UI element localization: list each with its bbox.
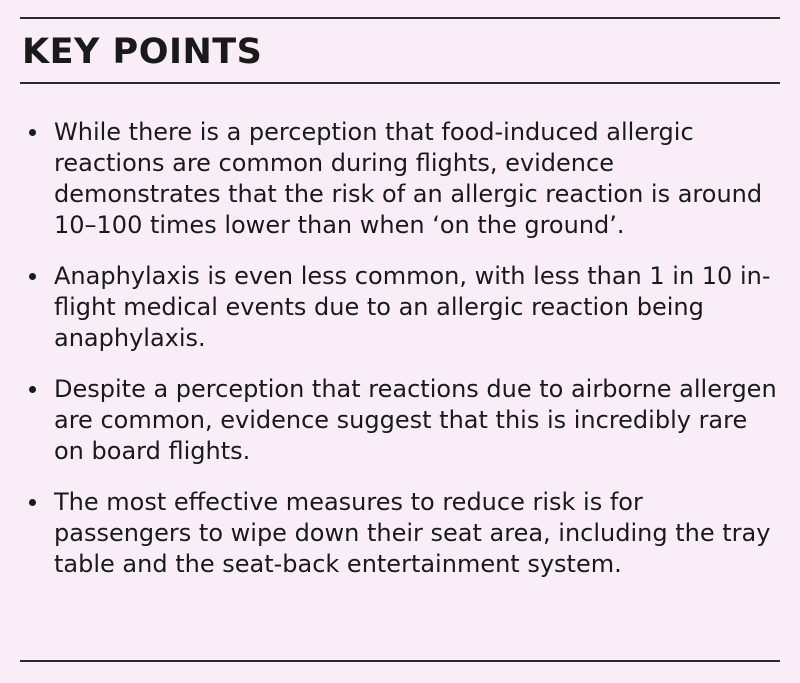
bullet-icon (29, 386, 36, 393)
key-point-item (20, 261, 780, 354)
bullet-icon (29, 129, 36, 136)
key-point-item (20, 374, 780, 467)
key-points-list (20, 117, 780, 600)
key-point-text: Anaphylaxis is even less common, with less than 1 in 10 in-flight medical events due to an allergic reaction being anaphylaxis. (54, 262, 771, 352)
key-point-text: Despite a perception that reactions due to airborne allergen are common, evidence suggest that this is incredibly rare on board flights. (54, 375, 777, 465)
title-divider (20, 82, 780, 84)
bullet-icon (29, 273, 36, 280)
key-point-text: The most effective measures to reduce risk is for passengers to wipe down their seat area, including the tray table and the seat-back entertainment system. (54, 488, 771, 578)
bullet-icon (29, 499, 36, 506)
key-point-item (20, 487, 780, 580)
key-points-box (20, 17, 780, 664)
key-point-text: While there is a perception that food-induced allergic reactions are common during flights, evidence demonstrates that the risk of an allergic reaction is around 10–100 times lower than when ‘on the ground’. (54, 118, 763, 239)
key-point-item (20, 117, 780, 241)
bottom-rule (20, 660, 780, 662)
top-rule (20, 17, 780, 19)
key-points-title: KEY POINTS (22, 32, 263, 72)
